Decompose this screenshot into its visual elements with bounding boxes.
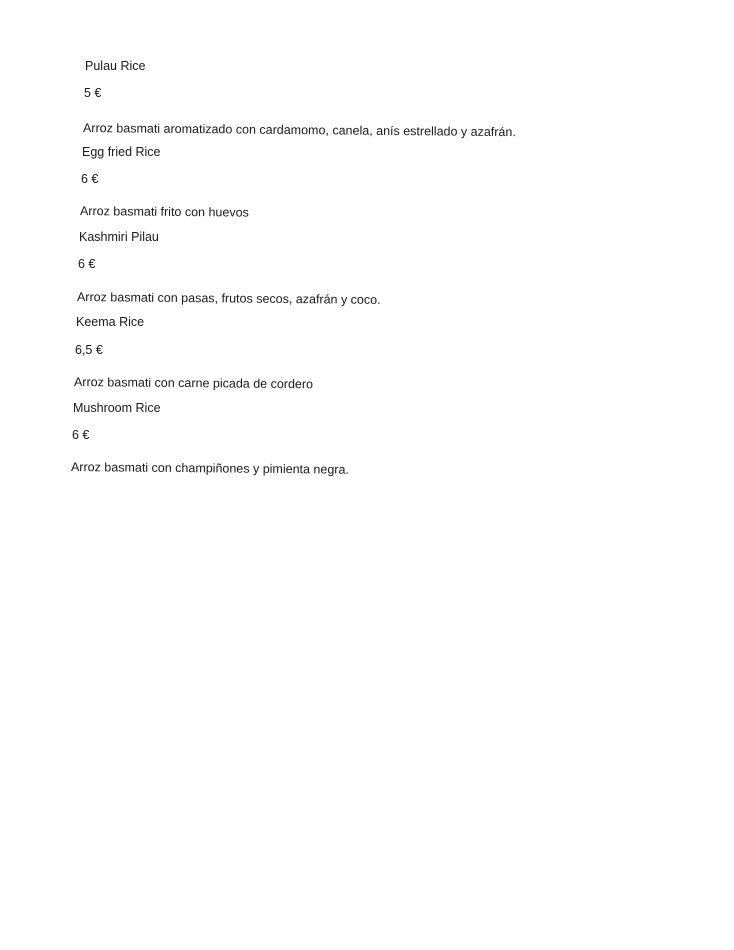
item-description: Arroz basmati frito con huevos: [79, 204, 249, 220]
item-name: Mushroom Rice: [73, 401, 161, 415]
item-name: Kashmiri Pilau: [79, 230, 159, 244]
item-name: Pulau Rice: [85, 59, 146, 73]
item-name: Egg fried Rice: [82, 145, 161, 159]
item-description: Arroz basmati aromatizado con cardamomo, canela, anís estrellado y azafrán.: [82, 121, 516, 140]
item-price: 6 €: [72, 428, 90, 442]
item-description: Arroz basmati con pasas, frutos secos, azafrán y coco.: [76, 290, 381, 307]
item-name: Keema Rice: [76, 315, 145, 329]
item-price: 6 €: [78, 257, 96, 271]
item-description: Arroz basmati con champiñones y pimienta negra.: [70, 460, 349, 477]
item-price: 5 €: [84, 86, 102, 100]
item-price: 6 €: [81, 172, 99, 186]
item-price: 6,5 €: [75, 343, 103, 357]
item-description: Arroz basmati con carne picada de cordero: [73, 375, 314, 392]
